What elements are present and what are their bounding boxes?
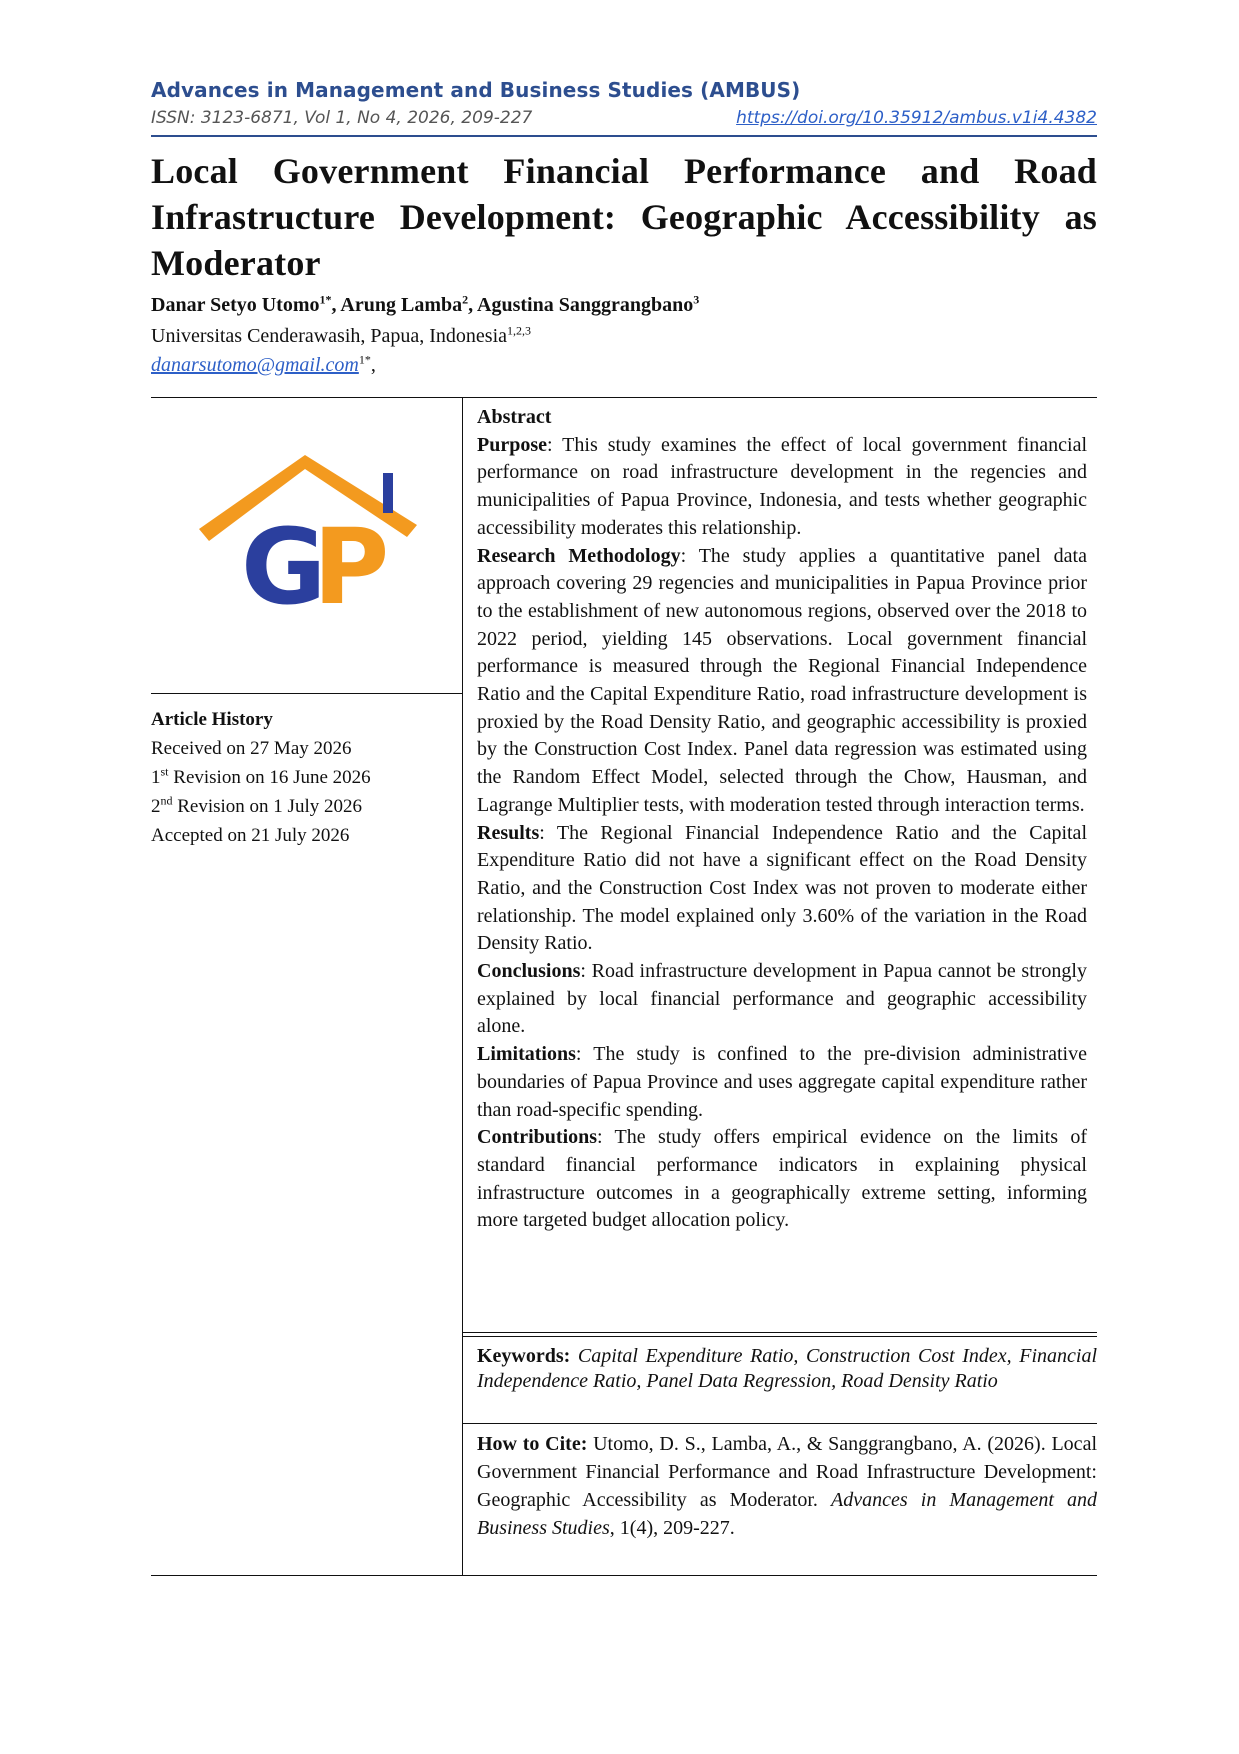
- rev2-num: 2: [151, 796, 161, 817]
- affiliation: [151, 325, 531, 348]
- section-text: : Road infrastructure development in Papua cannot be strongly explained by local financial performance and geographic accessibility alone.: [477, 960, 1087, 1038]
- cite-rule: [462, 1423, 1097, 1424]
- author-name: Agustina Sanggrangbano: [477, 294, 694, 316]
- section-text: : The study applies a quantitative panel data approach covering 29 regencies and municipalities in Papua Province prior to the establishment of new autonomous regions, observed over the 2018 to 2022 period, yielding 145 observations. Local government financial performance is measured through the Regional Financial Independence Ratio and the Capital Expenditure Ratio, road infrastructure development is proxied by the Road Density Ratio, and geographic accessibility is proxied by the Construction Cost Index. Panel data regression was estimated using the Random Effect Model, selected through the Chow, Hausman, and Lagrange Multiplier tests, with moderation tested through interaction terms.: [477, 544, 1087, 816]
- abstract-conclusions: [477, 958, 1087, 1041]
- section-text: : This study examines the effect of local government financial performance on road infrastructure development in the regencies and municipalities of Papua Province, Indonesia, and tests whether geographic accessibility moderates this relationship.: [477, 433, 1087, 539]
- section-label: Limitations: [477, 1043, 576, 1066]
- doi-link[interactable]: https://doi.org/10.35912/ambus.v1i4.4382: [736, 108, 1097, 128]
- email-sup: 1*: [358, 352, 371, 367]
- history-received: Received on 27 May 2026: [151, 738, 352, 759]
- abstract-limitations: [477, 1041, 1087, 1124]
- abstract-contributions: [477, 1124, 1087, 1235]
- section-text: : The study is confined to the pre-division administrative boundaries of Papua Province and uses aggregate capital expenditure rather than road-specific spending.: [477, 1043, 1087, 1121]
- author-name: Arung Lamba: [340, 294, 463, 316]
- logo-letter-g: G: [241, 506, 327, 615]
- section-label: Conclusions: [477, 960, 581, 983]
- section-text: : The study offers empirical evidence on the limits of standard financial performance indicators in explaining physical infrastructure outcomes in a geographically extreme setting, informing more targeted budget allocation policy.: [477, 1126, 1087, 1232]
- rev1-sup: st: [160, 764, 169, 779]
- history-title: Article History: [151, 709, 273, 730]
- how-to-cite: [477, 1430, 1097, 1542]
- abstract: [477, 404, 1087, 1235]
- keywords-rule-2: [462, 1336, 1097, 1337]
- rev1-text: Revision on 16 June 2026: [168, 767, 371, 788]
- article-history: [151, 705, 371, 850]
- author-sup: 1*: [319, 292, 332, 307]
- history-accepted: Accepted on 21 July 2026: [151, 825, 350, 846]
- logo-letter-p: P: [313, 506, 390, 615]
- keywords-text: Capital Expenditure Ratio, Construction Cost Index, Financial Independence Ratio, Panel Data Regression, Road Density Ratio: [477, 1345, 1098, 1392]
- email-line: [151, 354, 376, 377]
- cite-text-a: Utomo, D. S., Lamba, A., & Sanggrangbano, A. (2026). Local Government Financial Performance and Road Infrastructure Development: Geographic Accessibility as Moderator.: [477, 1433, 1097, 1511]
- abstract-methodology: [477, 543, 1087, 820]
- rev1-num: 1: [151, 767, 161, 788]
- history-revision-1: [151, 763, 371, 792]
- author-name: Danar Setyo Utomo: [151, 294, 320, 316]
- section-label: Research Methodology: [477, 544, 681, 567]
- keywords-label: Keywords:: [477, 1345, 571, 1367]
- keywords-rule-1: [462, 1332, 1097, 1333]
- affiliation-text: Universitas Cenderawasih, Papua, Indonesia: [151, 325, 508, 347]
- issn-line: ISSN: 3123-6871, Vol 1, No 4, 2026, 209-227: [151, 108, 533, 128]
- table-bottom-rule: [151, 1575, 1097, 1576]
- section-label: Purpose: [477, 433, 547, 456]
- abstract-results: [477, 820, 1087, 959]
- rev2-sup: nd: [160, 793, 173, 808]
- keywords: [477, 1344, 1097, 1394]
- table-top-rule: [151, 397, 1097, 398]
- paper-title: [151, 148, 1097, 286]
- journal-logo-icon: [185, 455, 425, 615]
- author-list: Danar Setyo Utomo$^{1*}$, Arung Lamba$^2$, Agustina Sanggrangbano$^3$: [151, 292, 700, 316]
- cite-journal: Advances in Management and Business Studies: [477, 1489, 1097, 1539]
- abstract-purpose: [477, 432, 1087, 543]
- journal-name: Advances in Management and Business Studies (AMBUS): [151, 78, 801, 102]
- section-label: Results: [477, 821, 540, 844]
- author-sup: 2: [462, 292, 469, 307]
- author-sup: 3: [693, 292, 700, 307]
- article-first-page: [151, 0, 1097, 1754]
- affiliation-sup: 1,2,3: [507, 323, 532, 338]
- email-link[interactable]: danarsutomo@gmail.com: [151, 354, 359, 376]
- email-suffix: ,: [370, 354, 376, 376]
- cite-text-b: , 1(4), 209-227.: [609, 1517, 735, 1539]
- header-rule: [151, 135, 1097, 137]
- left-column-divider: [151, 693, 462, 694]
- abstract-heading: Abstract: [477, 406, 552, 428]
- title-line-3: Moderator: [151, 243, 321, 283]
- column-divider: [462, 397, 463, 1575]
- cite-label: How to Cite:: [477, 1433, 588, 1455]
- title-line-2: Infrastructure Development: Geographic Accessibility as: [151, 197, 1097, 237]
- history-revision-2: [151, 792, 371, 821]
- section-label: Contributions: [477, 1126, 598, 1149]
- title-line-1: Local Government Financial Performance and Road: [151, 151, 1097, 191]
- section-text: : The Regional Financial Independence Ratio and the Capital Expenditure Ratio did not have a significant effect on the Road Density Ratio, and the Construction Cost Index was not proven to moderate either relationship. The model explained only 3.60% of the variation in the Road Density Ratio.: [477, 821, 1087, 955]
- rev2-text: Revision on 1 July 2026: [172, 796, 362, 817]
